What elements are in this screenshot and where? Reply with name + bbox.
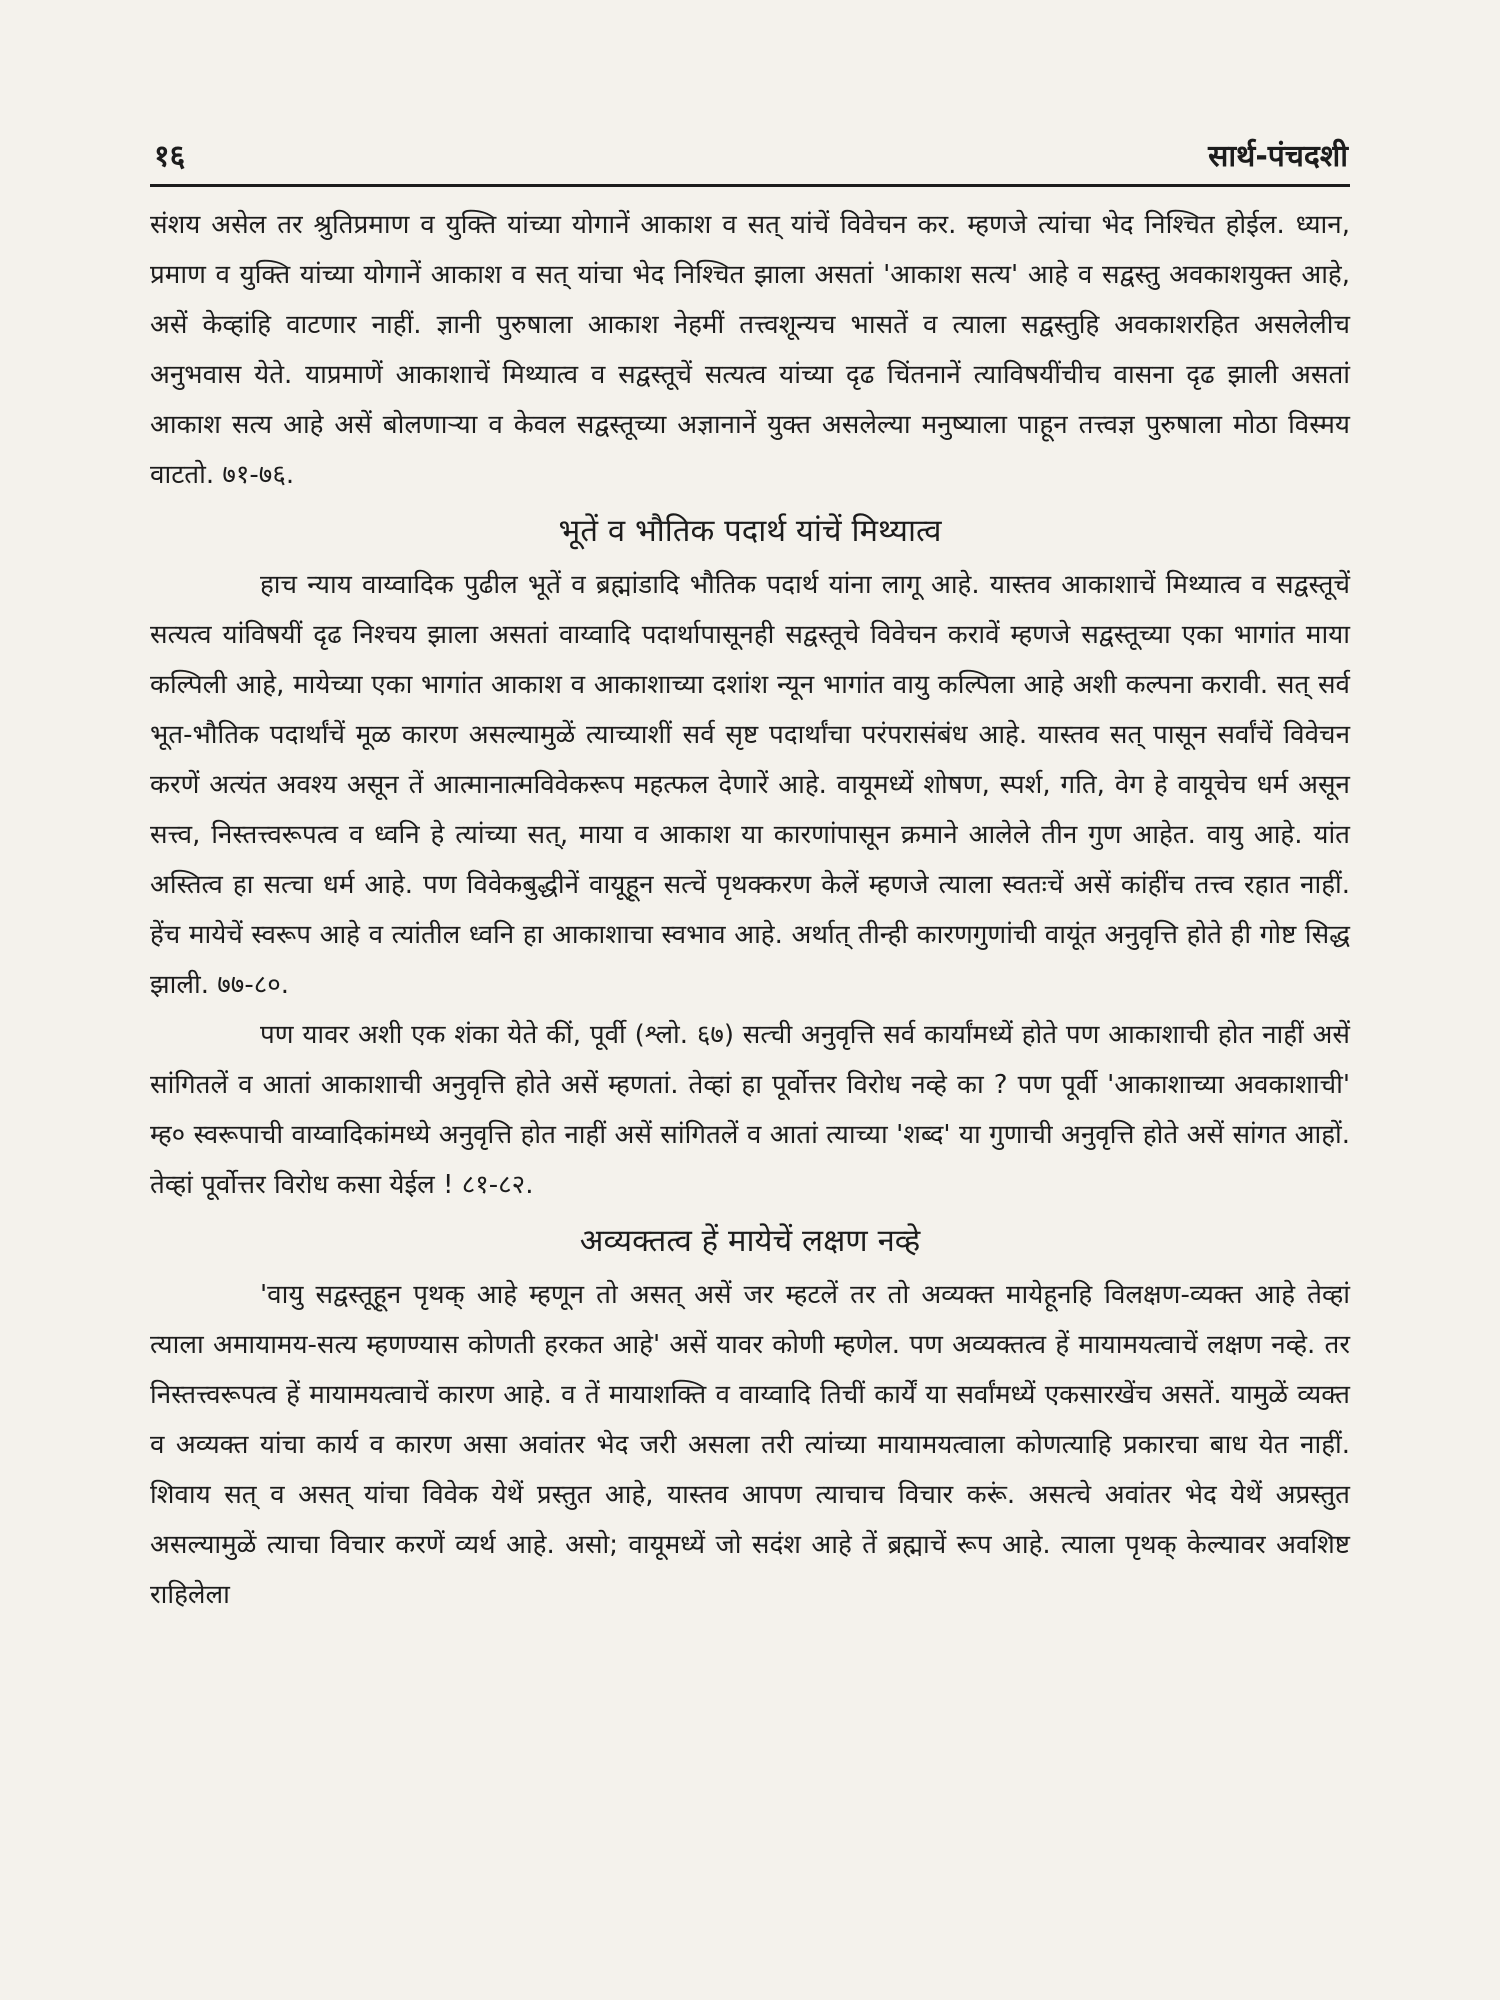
- page-header: [150, 120, 1350, 187]
- section-heading-unmanifest: अव्यक्तत्व हें मायेचें लक्षण नव्हे: [579, 1223, 921, 1259]
- page-number: १६: [154, 139, 186, 174]
- paragraph: 'वायु सद्वस्तूहून पृथक् आहे म्हणून तो असत् असें जर म्हटलें तर तो अव्यक्त मायेहूनहि विलक्षण-व्यक्त आहे तेव्हां त्याला अमायामय-सत्य म्हणण्यास कोणती हरकत आहे' असें यावर कोणी म्हणेल. पण अव्यक्तत्व हें मायामयत्वाचें लक्षण नव्हे. तर निस्तत्त्वरूपत्व हें मायामयत्वाचें कारण आहे. व तें मायाशक्ति व वाय्वादि तिचीं कार्यें या सर्वांमध्यें एकसारखेंच असतें. यामुळें व्यक्त व अव्यक्त यांचा कार्य व कारण असा अवांतर भेद जरी असला तरी त्यांच्या मायामयत्वाला कोणत्याहि प्रकारचा बाध येत नाहीं. शिवाय सत् व असत् यांचा विवेक येथें प्रस्तुत आहे, यास्तव आपण त्याचाच विचार करूं. असत्चे अवांतर भेद येथें अप्रस्तुत असल्यामुळें त्याचा विचार करणें व्यर्थ आहे. असो; वायूमध्यें जो सदंश आहे तें ब्रह्माचें रूप आहे. त्याला पृथक् केल्यावर अवशिष्ट राहिलेला: [150, 1280, 1350, 1610]
- page-body: [150, 200, 1350, 1620]
- paragraph: हाच न्याय वाय्वादिक पुढील भूतें व ब्रह्मांडादि भौतिक पदार्थ यांना लागू आहे. यास्तव आकाशाचें मिथ्यात्व व सद्वस्तूचें सत्यत्व यांविषयीं दृढ निश्चय झाला असतां वाय्वादि पदार्थापासूनही सद्वस्तूचे विवेचन करावें म्हणजे सद्वस्तूच्या एका भागांत माया कल्पिली आहे, मायेच्या एका भागांत आकाश व आकाशाच्या दशांश न्यून भागांत वायु कल्पिला आहे अशी कल्पना करावी. सत् सर्व भूत-भौतिक पदार्थांचें मूळ कारण असल्यामुळें त्याच्याशीं सर्व सृष्ट पदार्थांचा परंपरासंबंध आहे. यास्तव सत् पासून सर्वांचें विवेचन करणें अत्यंत अवश्य असून तें आत्मानात्मविवेकरूप महत्फल देणारें आहे. वायूमध्यें शोषण, स्पर्श, गति, वेग हे वायूचेच धर्म असून सत्त्व, निस्तत्त्वरूपत्व व ध्वनि हे त्यांच्या सत्, माया व आकाश या कारणांपासून क्रमाने आलेले तीन गुण आहेत. वायु आहे. यांत अस्तित्व हा सत्चा धर्म आहे. पण विवेकबुद्धीनें वायूहून सत्चें पृथक्करण केलें म्हणजे त्याला स्वतःचें असें कांहींच तत्त्व रहात नाहीं. हेंच मायेचें स्वरूप आहे व त्यांतील ध्वनि हा आकाशाचा स्वभाव आहे. अर्थात् तीन्ही कारणगुणांची वायूंत अनुवृत्ति होते ही गोष्ट सिद्ध झाली. ७७-८०.: [150, 570, 1350, 1000]
- section-heading-elements-illusory: भूतें व भौतिक पदार्थ यांचें मिथ्यात्व: [558, 513, 942, 549]
- paragraph: पण यावर अशी एक शंका येते कीं, पूर्वी (श्लो. ६७) सत्ची अनुवृत्ति सर्व कार्यांमध्यें होते पण आकाशाची होत नाहीं असें सांगितलें व आतां आकाशाची अनुवृत्ति होते असें म्हणतां. तेव्हां हा पूर्वोत्तर विरोध नव्हे का ? पण पूर्वी 'आकाशाच्या अवकाशाची' म्ह० स्वरूपाची वाय्वादिकांमध्ये अनुवृत्ति होत नाहीं असें सांगितलें व आतां त्याच्या 'शब्द' या गुणाची अनुवृत्ति होते असें सांगत आहों. तेव्हां पूर्वोत्तर विरोध कसा येईल ! ८१-८२.: [150, 1020, 1350, 1200]
- paragraph-continued: संशय असेल तर श्रुतिप्रमाण व युक्ति यांच्या योगानें आकाश व सत् यांचें विवेचन कर. म्हणजे त्यांचा भेद निश्चित होईल. ध्यान, प्रमाण व युक्ति यांच्या योगानें आकाश व सत् यांचा भेद निश्चित झाला असतां 'आकाश सत्य' आहे व सद्वस्तु अवकाशयुक्त आहे, असें केव्हांहि वाटणार नाहीं. ज्ञानी पुरुषाला आकाश नेहमीं तत्त्वशून्यच भासतें व त्याला सद्वस्तुहि अवकाशरहित असलेलीच अनुभवास येते. याप्रमाणें आकाशाचें मिथ्यात्व व सद्वस्तूचें सत्यत्व यांच्या दृढ चिंतनानें त्याविषयींचीच वासना दृढ झाली असतां आकाश सत्य आहे असें बोलणाऱ्या व केवल सद्वस्तूच्या अज्ञानानें युक्त असलेल्या मनुष्याला पाहून तत्त्वज्ञ पुरुषाला मोठा विस्मय वाटतो. ७१-७६.: [150, 210, 1350, 490]
- running-title: सार्थ-पंचदशी: [1208, 139, 1348, 174]
